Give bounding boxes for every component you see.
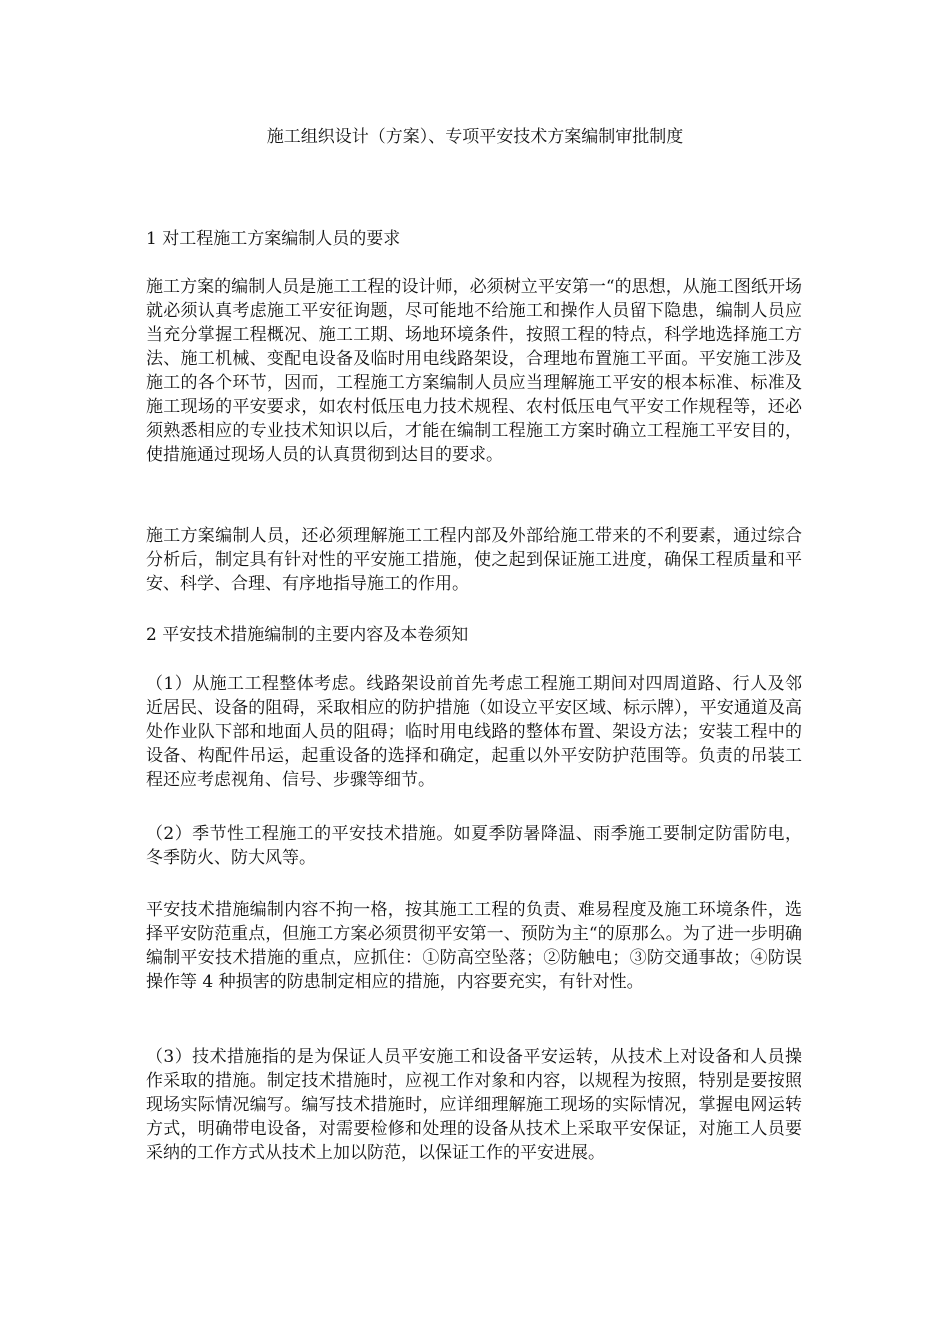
section-2-heading: 2 平安技术措施编制的主要内容及本卷须知 bbox=[146, 625, 469, 645]
section-1-heading: 1 对工程施工方案编制人员的要求 bbox=[146, 229, 401, 249]
section-2-paragraph-2: （2）季节性工程施工的平安技术措施。如夏季防暑降温、雨季施工要制定防雷防电，冬季防火、防大风等。 bbox=[146, 824, 802, 868]
section-1-paragraph-1: 施工方案的编制人员是施工工程的设计师，必须树立平安第一“的思想，从施工图纸开场就必须认真考虑施工平安征询题，尽可能地不给施工和操作人员留下隐患，编制人员应当充分掌握工程概况、施工工期、场地环境条件，按照工程的特点，科学地选择施工方法、施工机械、变配电设备及临时用电线路架设，合理地布置施工平面。平安施工涉及施工的各个环节，因而，工程施工方案编制人员应当理解施工平安的根本标准、标准及施工现场的平安要求，如农村低压电力技术规程、农村低压电气平安工作规程等，还必须熟悉相应的专业技术知识以后，才能在编制工程施工方案时确立工程施工平安目的，使措施通过现场人员的认真贯彻到达目的要求。 bbox=[146, 277, 802, 465]
document-title: 施工组织设计（方案）、专项平安技术方案编制审批制度 bbox=[266, 127, 684, 147]
section-2-paragraph-1: （1）从施工工程整体考虑。线路架设前首先考虑工程施工期间对四周道路、行人及邻近居民、设备的阻碍，采取相应的防护措施（如设立平安区域、标示牌），平安通道及高处作业队下部和地面人员的阻碍；临时用电线路的整体布置、架设方法；安装工程中的设备、构配件吊运，起重设备的选择和确定，起重以外平安防护范围等。负责的吊装工程还应考虑视角、信号、步骤等细节。 bbox=[146, 674, 802, 790]
section-2-paragraph-3: 平安技术措施编制内容不拘一格，按其施工工程的负责、难易程度及施工环境条件，选择平安防范重点，但施工方案必须贯彻平安第一、预防为主“的原那么。为了进一步明确编制平安技术措施的重点，应抓住：①防高空坠落；②防触电；③防交通事故；④防误操作等 4 种损害的防患制定相应的措施，内容要充实，有针对性。 bbox=[146, 900, 802, 992]
section-2-paragraph-4: （3）技术措施指的是为保证人员平安施工和设备平安运转，从技术上对设备和人员操作采取的措施。制定技术措施时，应视工作对象和内容，以规程为按照，特别是要按照现场实际情况编写。编写技术措施时，应详细理解施工现场的实际情况，掌握电网运转方式，明确带电设备，对需要检修和处理的设备从技术上采取平安保证，对施工人员要采纳的工作方式从技术上加以防范，以保证工作的平安进展。 bbox=[146, 1047, 802, 1163]
section-1-paragraph-2: 施工方案编制人员，还必须理解施工工程内部及外部给施工带来的不利要素，通过综合分析后，制定具有针对性的平安施工措施，使之起到保证施工进度，确保工程质量和平安、科学、合理、有序地指导施工的作用。 bbox=[146, 526, 802, 594]
